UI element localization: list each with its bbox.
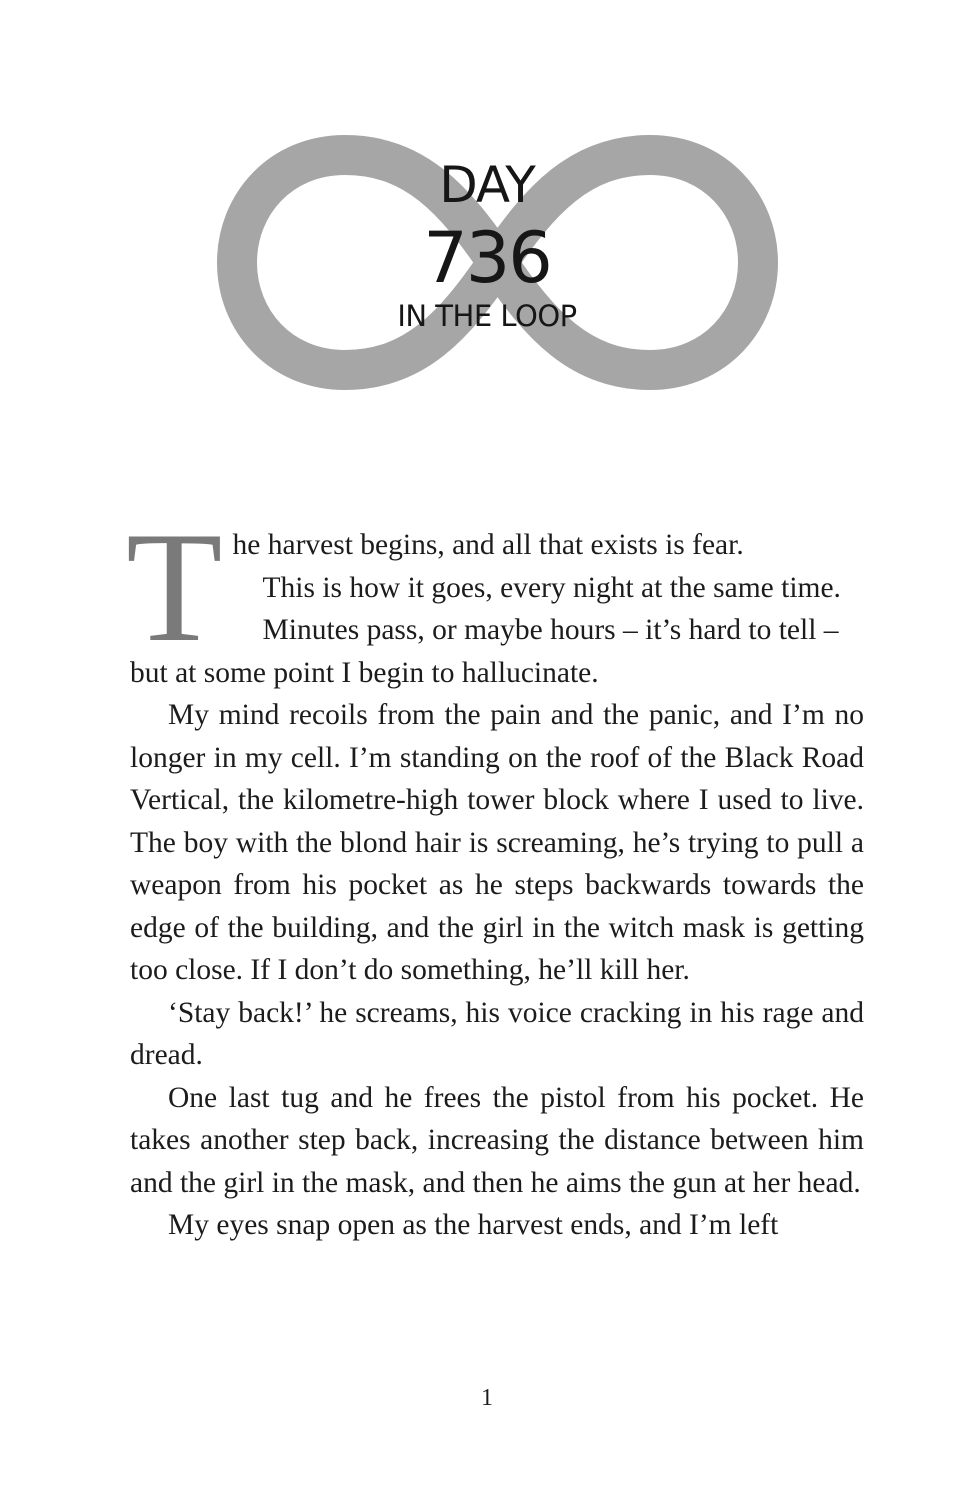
- drop-cap: T: [126, 500, 223, 675]
- paragraph: My mind recoils from the pain and the panic, and I’m no longer in my cell. I’m standing on the roof of the Black Road Vertical, the kilometre-high tower block where I used to live. The boy with the blond hair is screaming, he’s trying to pull a weapon from his pocket as he steps backwards towards the edge of the building, and the girl in the witch mask is getting too close. If I don’t do something, he’ll kill her.: [130, 699, 864, 986]
- chapter-header: [0, 0, 974, 420]
- chapter-body: [126, 500, 864, 1247]
- paragraph: ‘Stay back!’ he screams, his voice cracking in his rage and dread.: [130, 996, 864, 1071]
- opening-line-1: he harvest begins, and all that exists is fear.: [232, 529, 744, 561]
- opening-line-4: but at some point I begin to hallucinate.: [130, 656, 599, 689]
- chapter-day-number: 736: [423, 217, 551, 299]
- opening-line-2: This is how it goes, every night at the same time.: [262, 571, 841, 604]
- opening-line-3: Minutes pass, or maybe hours – it’s hard to tell –: [262, 614, 839, 646]
- chapter-day-label: DAY: [439, 156, 535, 214]
- paragraph: One last tug and he frees the pistol from his pocket. He takes another step back, increasing the distance between him and the girl in the mask, and then he aims the gun at her head.: [130, 1081, 864, 1199]
- paragraph: My eyes snap open as the harvest ends, and I’m left: [168, 1209, 779, 1241]
- page-number: 1: [481, 1385, 493, 1411]
- chapter-subtitle: IN THE LOOP: [397, 299, 577, 333]
- opening-paragraph: [126, 500, 864, 694]
